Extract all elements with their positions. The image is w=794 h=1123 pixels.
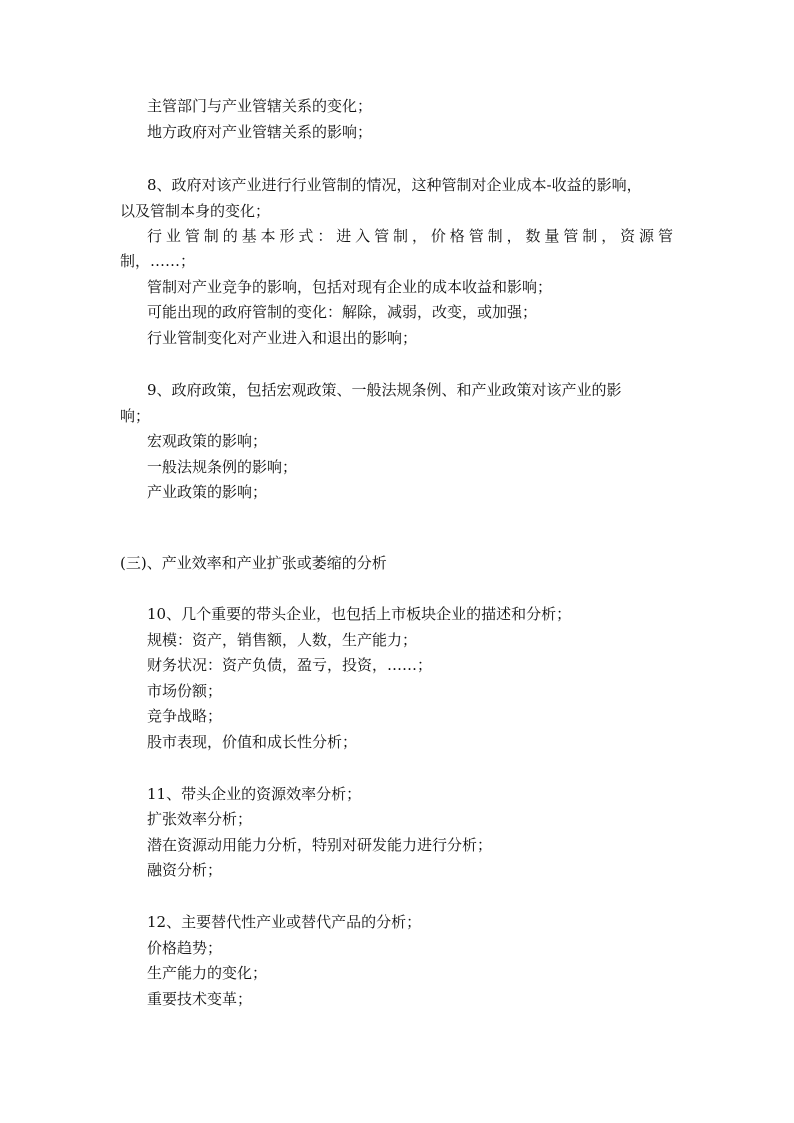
text-line: 制，……； [120,252,196,270]
text-line: 主管部门与产业管辖关系的变化； [147,97,373,115]
item-9-heading: 9、政府政策，包括宏观政策、一般法规条例、和产业政策对该产业的影 [147,381,622,399]
text-line: 竞争战略； [147,707,223,725]
text-line: 行业管制变化对产业进入和退出的影响； [147,329,418,347]
item-10-heading: 10、几个重要的带头企业，也包括上市板块企业的描述和分析； [147,605,572,623]
item-12-heading: 12、主要替代性产业或替代产品的分析； [147,913,422,931]
text-line: 潜在资源动用能力分析，特别对研发能力进行分析； [147,836,493,854]
text-line: 地方政府对产业管辖关系的影响； [147,123,373,141]
text-line: 规模：资产，销售额，人数，生产能力； [147,631,418,649]
item-11-heading: 11、带头企业的资源效率分析； [147,785,362,803]
text-line: 财务状况：资产负债，盈亏，投资，……； [147,656,433,674]
text-line: 一般法规条例的影响； [147,458,298,476]
section-3-heading: (三)、产业效率和产业扩张或萎缩的分析 [120,554,387,572]
text-line: 扩张效率分析； [147,810,253,828]
text-line: 行业管制的基本形式：进入管制，价格管制，数量管制，资源管 [147,227,673,245]
text-line: 股市表现，价值和成长性分析； [147,733,358,751]
text-line: 价格趋势； [147,939,223,957]
text-line: 可能出现的政府管制的变化：解除，减弱，改变，或加强； [147,303,538,321]
text-line: 管制对产业竞争的影响，包括对现有企业的成本收益和影响； [147,278,553,296]
text-line: 生产能力的变化； [147,964,268,982]
text-line: 重要技术变革； [147,990,253,1008]
text-line: 宏观政策的影响； [147,432,268,450]
item-8-heading: 8、政府对该产业进行行业管制的情况，这种管制对企业成本-收益的影响， [147,176,642,194]
text-line: 以及管制本身的变化； [120,202,271,220]
text-line: 市场份额； [147,682,223,700]
text-line: 融资分析； [147,861,223,879]
text-line: 响； [120,407,151,425]
text-line: 产业政策的影响； [147,483,268,501]
